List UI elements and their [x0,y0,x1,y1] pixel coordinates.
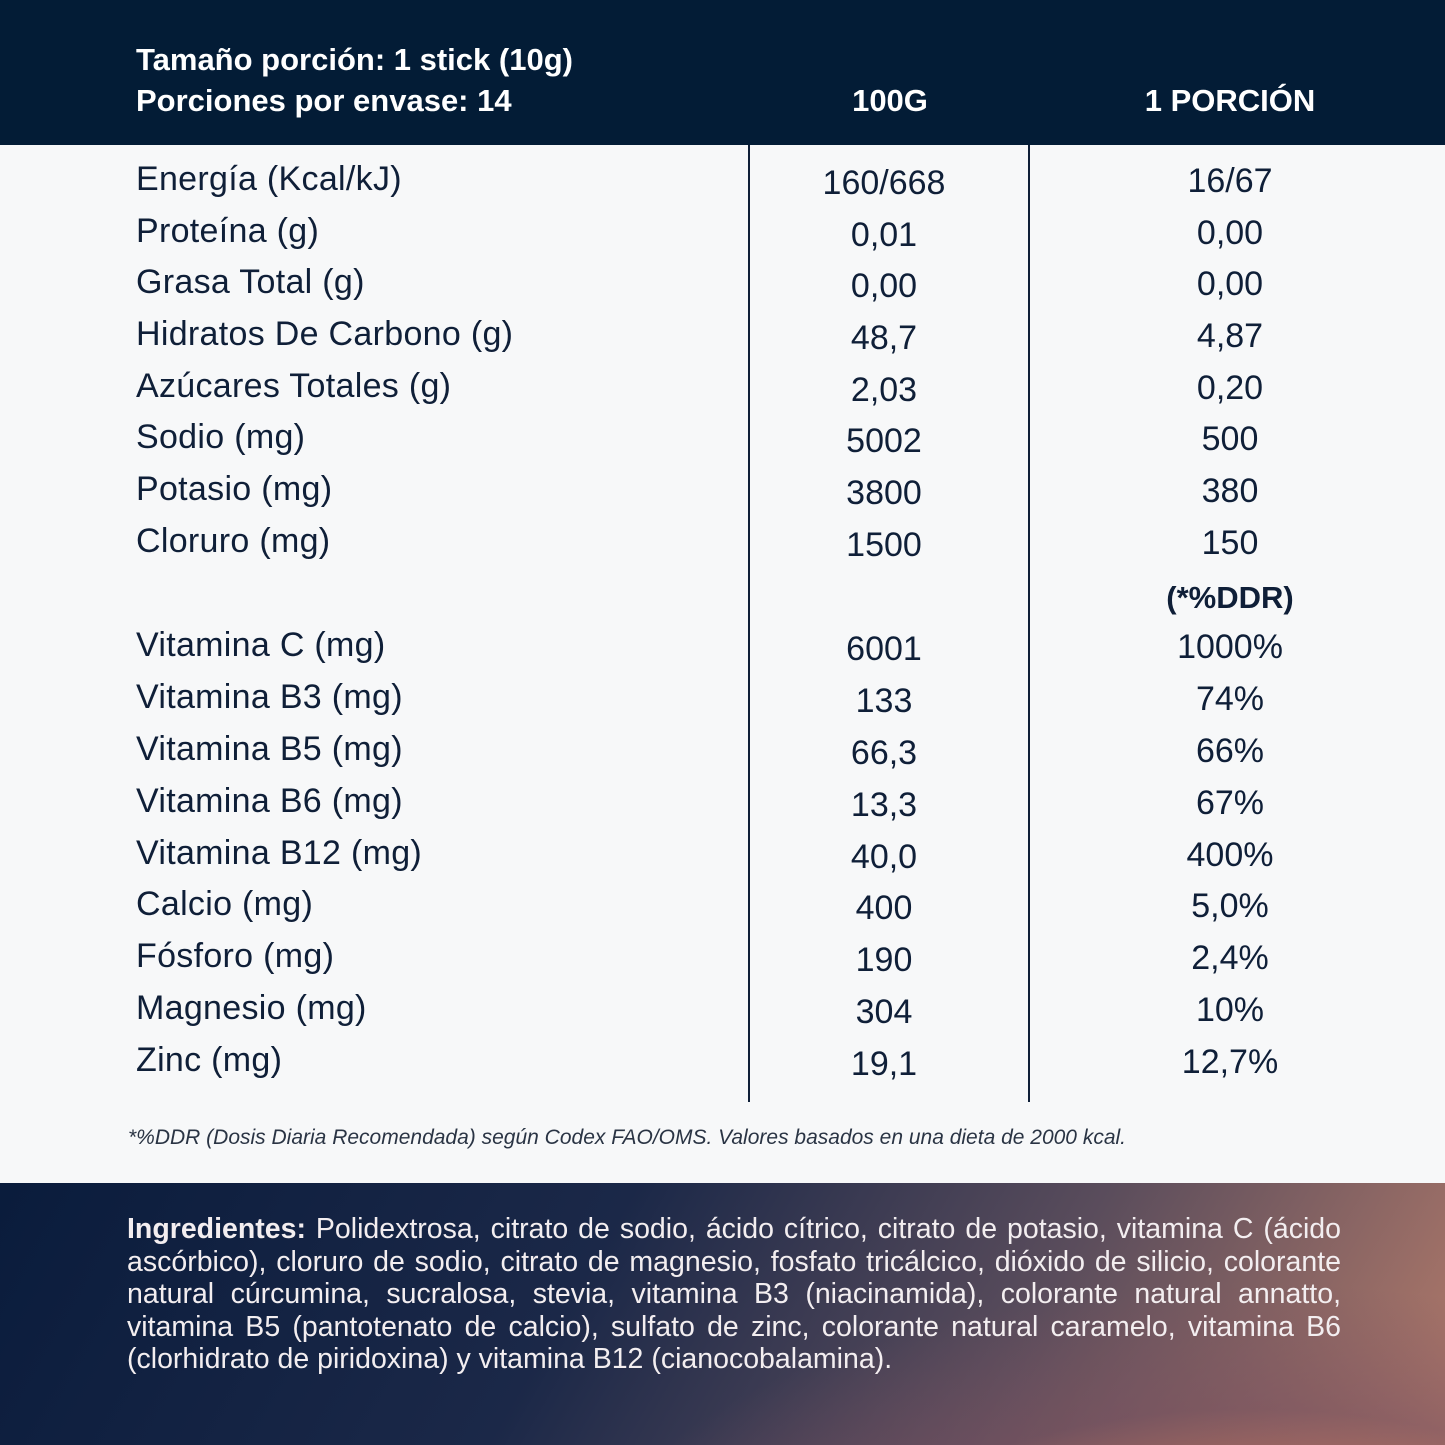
value-ddr: 2,4% [1191,939,1269,977]
table-row [0,782,1445,834]
value-ddr: 5,0% [1191,887,1269,925]
table-row [0,730,1445,782]
value-portion: 150 [1201,524,1259,562]
value-portion: 0,00 [1196,265,1264,303]
value-100g: 133 [855,682,913,720]
vitamin-label: Vitamina B6 (mg) [136,782,403,820]
nutrient-label: Azúcares Totales (g) [136,367,452,405]
table-row [0,834,1445,886]
serving-size: Tamaño porción: 1 stick (10g) [136,42,573,77]
vitamin-label: Vitamina B12 (mg) [136,834,423,872]
value-portion: 16/67 [1187,162,1273,200]
vitamin-label: Vitamina B5 (mg) [136,730,403,768]
ddr-column-header: (*%DDR) [1166,580,1294,615]
value-100g: 40,0 [850,838,918,876]
table-row [0,160,1445,212]
table-row [0,315,1445,367]
vitamin-label: Magnesio (mg) [136,989,367,1027]
value-100g: 5002 [846,422,922,460]
ingredients-label: Ingredientes: [127,1213,306,1245]
value-100g: 0,00 [850,267,918,305]
value-ddr: 400% [1186,836,1274,874]
value-100g: 48,7 [850,319,918,357]
table-row [0,678,1445,730]
nutrient-label: Grasa Total (g) [136,263,365,301]
value-100g: 0,01 [850,216,918,254]
table-row [0,1041,1445,1093]
value-100g: 2,03 [850,371,918,409]
value-portion: 380 [1201,472,1259,510]
table-row [0,470,1445,522]
value-100g: 400 [855,889,913,927]
table-row [0,989,1445,1041]
ingredients-list: Polidextrosa, citrato de sodio, ácido cítrico, citrato de potasio, vitamina C (ácido ascórbico), cloruro de sodio, citrato de magnesio, fosfato tricálcico, dióxido de silicio, colorante natural cúrcumina, sucralosa, stevia, vitamina B3 (niacinamida), colorante natural annatto, vitamina B5 (pantotenato de calcio), sulfato de zinc, colorante natural caramelo, vitamina B6 (clorhidrato de piridoxina) y vitamina B12 (cianocobalamina). [127,1213,1341,1375]
value-100g: 3800 [846,474,922,512]
vitamin-label: Fósforo (mg) [136,937,335,975]
vitamin-label: Calcio (mg) [136,885,314,923]
value-100g: 304 [855,993,913,1031]
value-100g: 13,3 [850,786,918,824]
value-ddr: 67% [1195,784,1265,822]
table-row [0,212,1445,264]
column-header-portion: 1 PORCIÓN [1144,83,1316,118]
table-row [0,263,1445,315]
value-ddr: 1000% [1177,628,1283,666]
ingredients-text [127,1213,1341,1376]
value-portion: 500 [1201,420,1259,458]
value-100g: 19,1 [850,1045,918,1083]
value-ddr: 74% [1195,680,1265,718]
value-100g: 6001 [846,630,922,668]
nutrient-label: Potasio (mg) [136,470,333,508]
value-100g: 190 [855,941,913,979]
ingredients-panel [0,1183,1445,1445]
table-row [0,937,1445,989]
vitamin-label: Vitamina B3 (mg) [136,678,403,716]
table-row [0,367,1445,419]
value-100g: 66,3 [850,734,918,772]
nutrient-label: Sodio (mg) [136,418,306,456]
value-portion: 0,20 [1196,369,1264,407]
value-100g: 1500 [846,526,922,564]
servings-per-container: Porciones por envase: 14 [136,83,512,118]
value-ddr: 12,7% [1181,1043,1279,1081]
nutrient-label: Proteína (g) [136,212,320,250]
value-100g: 160/668 [822,164,946,202]
nutrient-label: Hidratos De Carbono (g) [136,315,514,353]
value-portion: 0,00 [1196,214,1264,252]
table-row [0,522,1445,574]
value-ddr: 10% [1195,991,1265,1029]
vitamin-label: Zinc (mg) [136,1041,283,1079]
value-portion: 4,87 [1196,317,1264,355]
table-row [0,885,1445,937]
nutrient-label: Energía (Kcal/kJ) [136,160,402,198]
nutrient-label: Cloruro (mg) [136,522,331,560]
vitamin-label: Vitamina C (mg) [136,626,386,664]
table-row [0,418,1445,470]
value-ddr: 66% [1195,732,1265,770]
table-row [0,626,1445,678]
column-header-100g: 100G [852,83,928,118]
nutrition-header [0,0,1445,145]
ddr-footnote: *%DDR (Dosis Diaria Recomendada) según Codex FAO/OMS. Valores basados en una dieta de 2000 kcal. [128,1126,1127,1149]
